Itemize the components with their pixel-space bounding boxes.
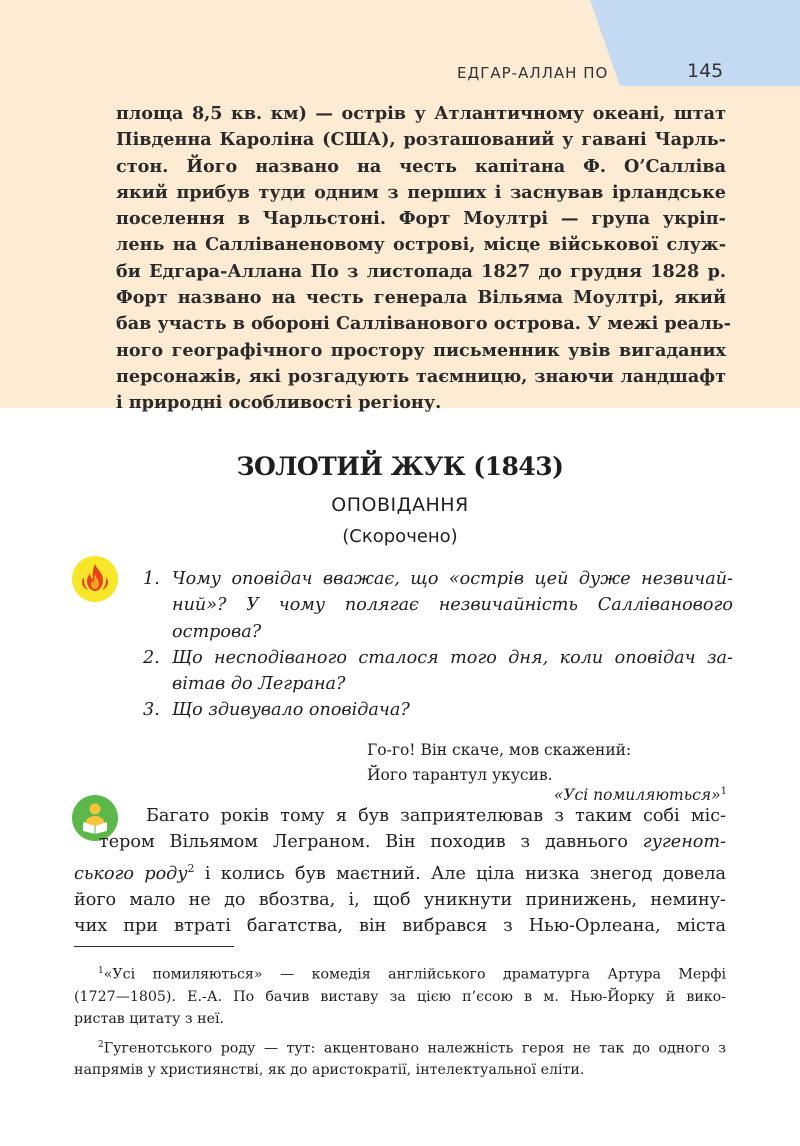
epigraph-source bbox=[554, 786, 727, 804]
info-line: і природні особливості регіону. bbox=[116, 392, 442, 414]
footnote-line bbox=[74, 960, 726, 986]
info-line: ного географічного простору письменник увів вигаданих bbox=[116, 339, 726, 361]
questions-list bbox=[143, 566, 733, 724]
info-line: персонажів, які розгадують таємницю, знаючи ландшафт bbox=[116, 365, 726, 387]
page-number: 145 bbox=[687, 60, 724, 82]
story-text-fragment: тером Вільямом Леграном. Він походив з давнього bbox=[99, 832, 628, 853]
story-text bbox=[74, 803, 726, 939]
info-line: площа 8,5 кв. км) — острів у Атлантичному океані, штат bbox=[116, 103, 726, 124]
epigraph-line: Го-го! Він скаче, мов скажений: bbox=[367, 741, 632, 759]
question-number: 2. bbox=[143, 647, 160, 668]
story-line bbox=[74, 829, 726, 855]
question-line: острова? bbox=[172, 621, 262, 642]
info-line: стон. Його названо на честь капітана Ф. О’Салліва bbox=[116, 155, 726, 177]
question-line: ний»? У чому полягає незвичайність Салліванового bbox=[172, 595, 733, 616]
question-item bbox=[143, 645, 733, 698]
footnote-ref: 1 bbox=[720, 786, 727, 797]
info-line: який прибув туди одним з перших і заснував ірландське bbox=[116, 181, 726, 203]
footnote-text: Гугенотського роду — тут: акцентовано належність героя не так до одного з bbox=[103, 1040, 726, 1057]
info-line: Форт названо на честь генерала Вільяма Моултрі, який bbox=[116, 287, 726, 309]
question-line: Що несподіваного сталося того дня, коли оповідач за- bbox=[172, 647, 733, 668]
work-title: ЗОЛОТИЙ ЖУК (1843) bbox=[236, 452, 564, 481]
footnote-mark: 2 bbox=[98, 1039, 104, 1050]
info-line: бав участь в обороні Салліванового острова. У межі реаль- bbox=[116, 313, 731, 335]
question-line: Що здивувало оповідача? bbox=[172, 700, 410, 721]
story-line: Багато років тому я був заприятелював з таким собі міс- bbox=[146, 806, 726, 826]
question-line: Чому оповідач вважає, що «острів цей дуже незвичай- bbox=[172, 569, 733, 589]
footnote-text: «Усі помиляються» — комедія англійського драматурга Артура Мерфі bbox=[103, 966, 726, 983]
question-line: вітав до Леграна? bbox=[172, 674, 346, 695]
footnote-line: (1727—1805). Е.-А. По бачив виставу за цією п’єсою в м. Нью-Йорку й вико- bbox=[74, 988, 726, 1005]
story-text-fragment: і колись був маєтний. Але ціла низка знегод довела bbox=[194, 863, 726, 884]
info-line: поселення в Чарльстоні. Форт Моултрі — група укріп- bbox=[116, 208, 726, 230]
story-line: його мало не до вбозтва, і, щоб уникнути принижень, немину- bbox=[74, 889, 726, 910]
epigraph bbox=[367, 738, 631, 788]
footnote-ref: 2 bbox=[187, 861, 195, 875]
question-number: 3. bbox=[143, 700, 160, 721]
epigraph-source-title: «Усі помиляються» bbox=[553, 786, 721, 805]
running-header-author: ЕДГАР-АЛЛАН ПО bbox=[457, 64, 609, 82]
story-italic-term: гугенот- bbox=[642, 832, 727, 853]
info-line: Південна Кароліна (США), розташований у гавані Чарль- bbox=[116, 129, 726, 151]
story-line bbox=[74, 856, 726, 887]
footnote-line: напрямів у християнстві, як до аристократії, інтелектуальної еліти. bbox=[74, 1062, 585, 1079]
work-genre: ОПОВІДАННЯ bbox=[331, 494, 469, 516]
footnote-line bbox=[74, 1034, 726, 1060]
footnote-line: ристав цитату з неї. bbox=[74, 1010, 225, 1027]
footnotes bbox=[74, 960, 726, 1081]
info-text bbox=[116, 101, 731, 417]
fire-icon bbox=[72, 556, 118, 602]
footnote-mark: 1 bbox=[98, 966, 104, 976]
work-note: (Скорочено) bbox=[342, 526, 458, 547]
story-line: чих при втраті багатства, він вибрався з Нью-Орлеана, міста bbox=[74, 916, 726, 937]
epigraph-line: Його тарантул укусив. bbox=[367, 766, 553, 784]
question-item bbox=[143, 566, 733, 645]
story-italic-term: ського роду bbox=[74, 863, 188, 884]
info-line: лень на Салліваненовому острові, місце військової служ- bbox=[116, 234, 726, 256]
footnote-divider bbox=[74, 946, 234, 947]
question-item bbox=[143, 697, 733, 723]
question-number: 1. bbox=[143, 569, 160, 589]
info-line: би Едгара-Аллана По з листопада 1827 до грудня 1828 р. bbox=[116, 260, 726, 282]
